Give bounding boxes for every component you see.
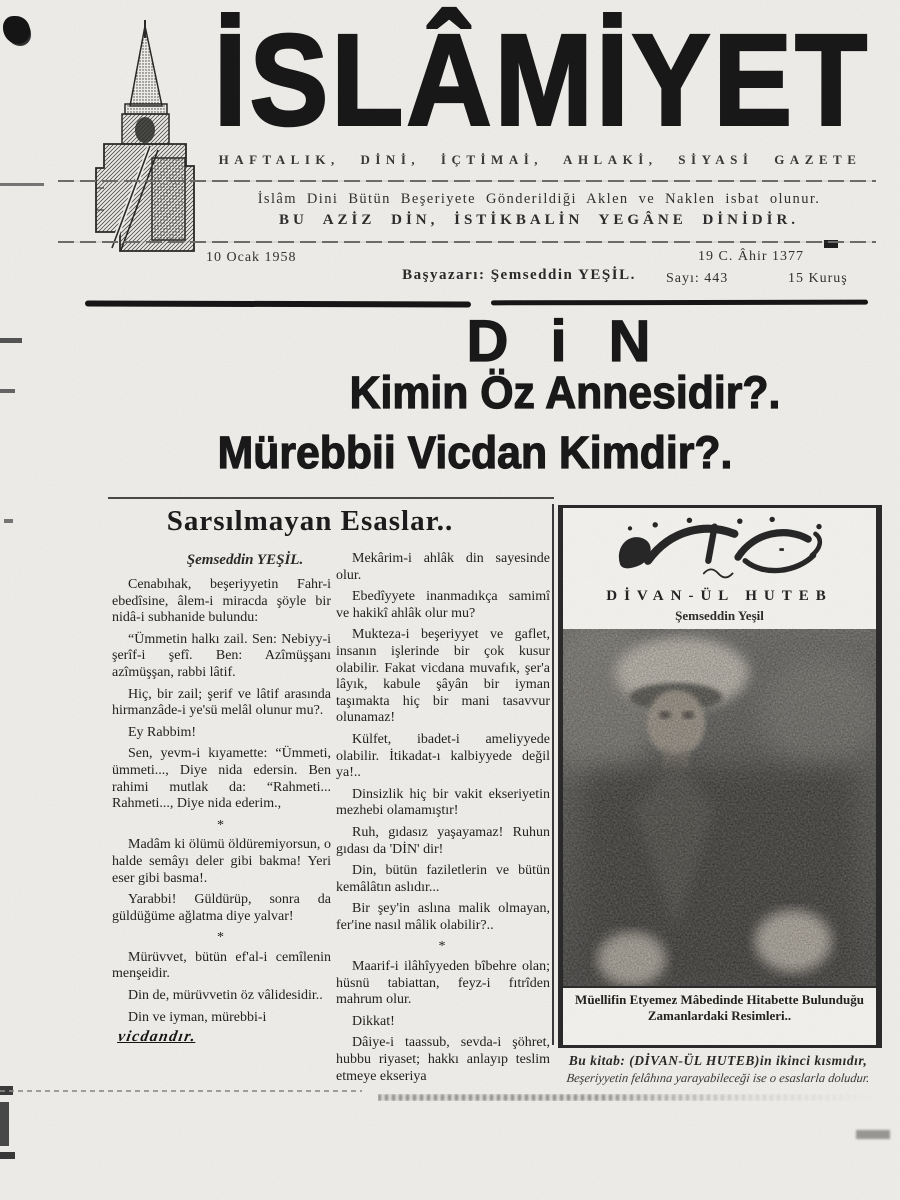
newspaper-title: İSLÂMİYET	[213, 8, 871, 154]
headline-rule-right	[491, 300, 868, 306]
photo-caption	[563, 986, 876, 1026]
book-author: Şemseddin Yeşil	[675, 608, 764, 623]
article-paragraph: Maarif-i ilâhîyyeden bîbehre olan; hüsnü tabiattan, feyz-i fıtrîden mahrum olur.	[336, 959, 550, 1008]
article-paragraph: Dinsizlik hiç bir vakit ekseriyetin mezhebi olamamıştır!	[336, 786, 550, 819]
date-gregorian: 10 Ocak 1958	[206, 250, 297, 265]
motto-line-1: İslâm Dini Bütün Beşeriyete Gönderildiği Aklen ve Naklen isbat olunur.	[257, 191, 821, 207]
book-title: DİVAN-ÜL HUTEB	[606, 588, 833, 604]
article-paragraph: Cenabıhak, beşeriyyetin Fahr-i ebedîsine, âlem-i miracda şöyle bir nidâ-i subhanide bulundu:	[112, 577, 331, 626]
motto-line-2: BU AZİZ DİN, İSTİKBALİN YEGÂNE DİNİDİR.	[278, 212, 800, 228]
minbar-illustration	[88, 18, 203, 273]
column-divider-rule	[552, 504, 554, 1045]
photo-caption-line-1: Müellifin Etyemez Mâbedinde Hitabette Bulunduğu	[575, 992, 864, 1007]
article-title: Sarsılmayan Esaslar..	[166, 505, 454, 537]
masthead-rule	[58, 180, 876, 182]
article-paragraph: Ey Rabbim!	[128, 724, 197, 740]
article-paragraph: Ruh, gıdasız yaşayamaz! Ruhun gıdası da 'DİN' dir!	[336, 824, 550, 857]
article-paragraph: Dâiye-i taassub, sevda-i şöhret, hubbu riyaset; hakkı anlayıp teslim etmeye ekseriya	[336, 1035, 550, 1084]
date-hijri: 19 C. Âhir 1377	[698, 249, 804, 264]
newspaper-subtitle: HAFTALIK, DİNİ, İÇTİMAİ, AHLAKİ, SİYASİ GAZETE	[218, 152, 862, 167]
masthead-rule	[58, 241, 876, 243]
article-column-1-paragraphs	[112, 577, 331, 1026]
illegible-smudge-line	[378, 1094, 874, 1101]
article-paragraph: Dikkat!	[352, 1013, 395, 1029]
article-paragraph: Külfet, ibadet-i ameliyyede olabilir. İtikadat-ı kalbiyyede değil ya!..	[336, 731, 550, 781]
article-paragraph: Din ve iyman, mürebbi-i	[128, 1009, 267, 1025]
article-author: Şemseddin YEŞİL.	[186, 552, 304, 568]
article-paragraph: Hiç, bir zail; şerif ve lâtif arasında hirmanzâde-i ye'sü melâl olunur mu?.	[112, 686, 331, 719]
article-paragraph: Bir şey'in aslına malik olmayan, fer'ine nasıl mâlik olabilir?..	[336, 901, 550, 933]
handwritten-word: vicdandır.	[116, 1028, 198, 1046]
article-paragraph: Ebedîyyete inanmadıkça samimî ve hakikî ahlâk olur mu?	[336, 589, 550, 621]
book-promo-box	[558, 505, 882, 1048]
editor-line: Başyazarı: Şemseddin YEŞİL.	[402, 267, 636, 283]
book-note	[560, 1053, 876, 1086]
paragraph-separator: *	[217, 817, 226, 833]
headline-rule-left	[85, 300, 471, 307]
scan-artifact	[4, 519, 13, 523]
scan-artifact	[3, 16, 30, 44]
article-top-rule	[108, 497, 554, 499]
paragraph-separator: *	[217, 930, 226, 946]
scan-artifact	[0, 1152, 15, 1159]
article-paragraph: “Ümmetin halkı zail. Sen: Nebiyy-i şerîf-i şefî. Ben: Azîmüşşanı azîmüşşan, rabbi lâtif.	[112, 631, 331, 680]
article-paragraph: Madâm ki ölümü öldüremiyorsun, o halde semâyı deler gibi bakma! Yeri eser gibi basma!.	[112, 837, 331, 886]
photo-caption-line-2: Zamanlardaki Resimleri..	[647, 1008, 792, 1023]
book-note-line-1: Bu kitab: (DİVAN-ÜL HUTEB)in ikinci kısmıdır,	[568, 1053, 868, 1068]
article-paragraph: Mukteza-i beşeriyyet ve gaflet, insanın işlerinde bir çok kusur olabilir. Fakat vicdana muvafık, şer'a lâyık, kabule şâyân bir iyman taşımakta hiç bir mani tasavvur olunamaz!	[336, 627, 550, 726]
article-column-2	[336, 551, 550, 1085]
headline-line-1: D i N	[466, 309, 664, 374]
article-column-1	[112, 577, 331, 1069]
headline-line-2: Kimin Öz Annesidir?.	[349, 367, 781, 418]
scan-artifact	[0, 1102, 9, 1146]
scan-artifact	[0, 183, 44, 186]
article-paragraph: Yarabbi! Güldürüp, sonra da güldüğüme ağlatma diye yalvar!	[112, 892, 331, 924]
scan-artifact	[0, 389, 15, 393]
article-paragraph: Mekârim-i ahlâk din sayesinde olur.	[336, 551, 550, 583]
article-paragraph: Sen, yevm-i kıyamette: “Ümmeti, ümmeti..., Diye nida edersin. Ben rahimi mutlak da: “Rahmeti... Rahmeti..., Diye nida ederim.,	[112, 746, 331, 812]
paragraph-separator: *	[438, 939, 448, 955]
article-paragraph: Din de, mürüvvetin öz vâlidesidir..	[128, 988, 323, 1004]
issue-number: Sayı: 443	[666, 271, 729, 286]
scan-artifact	[856, 1130, 890, 1139]
book-note-line-2: Beşeriyyetin felâhına yarayabileceği ise o esaslarla doludur.	[565, 1071, 871, 1085]
headline-line-3: Mürebbii Vicdan Kimdir?.	[217, 427, 733, 478]
article-paragraph: Mürüvvet, bütün ef'al-i cemîlenin menşeidir.	[112, 949, 331, 982]
article-column-2-paragraphs	[336, 551, 550, 1085]
scan-dotted-line	[0, 1090, 362, 1092]
divan-ul-huteb-calligraphy	[563, 508, 876, 586]
scan-artifact	[0, 338, 22, 343]
article-paragraph: Din, bütün faziletlerin ve bütün kemâlâtın aslıdır...	[336, 863, 550, 895]
portrait-photo	[563, 629, 876, 986]
price: 15 Kuruş	[788, 271, 848, 286]
